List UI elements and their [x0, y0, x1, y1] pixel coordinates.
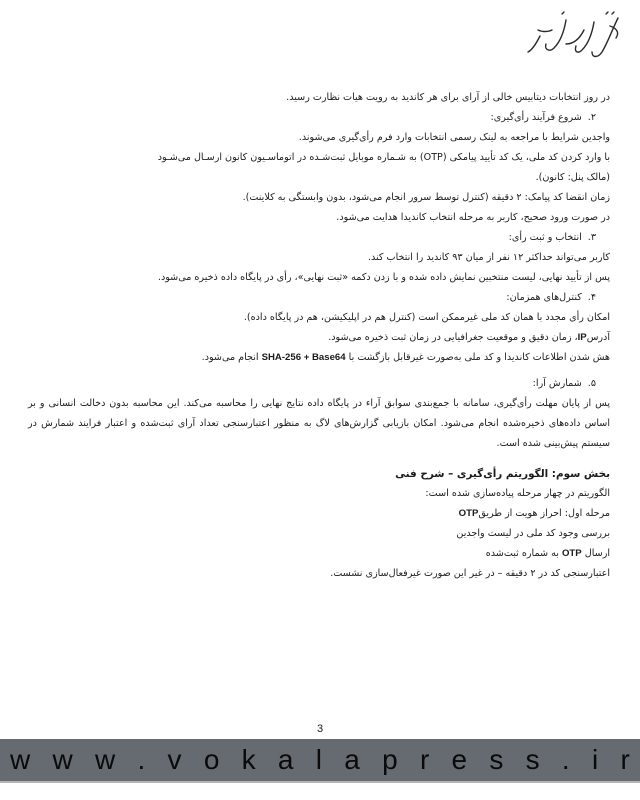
- paragraph-line: امکان رأی مجدد با همان کد ملی غیرممکن است (کنترل هم در اپلیکیشن، هم در پایگاه داده).: [243, 312, 610, 323]
- footer-divider: [0, 781, 640, 783]
- paragraph-line: پس از تأیید نهایی، لیست منتخبین نمایش داده شده و با زدن دکمه «ثبت نهایی»، رأی در پایگاه داده ذخیره می‌شود.: [157, 272, 610, 283]
- footer-url-char: .: [137, 744, 146, 775]
- footer-url-char: e: [451, 744, 468, 775]
- paragraph-line: هش شدن اطلاعات کاندیدا و کد ملی به‌صورت غیرقابل بازگشت با SHA-256 + Base64 انجام می‌شود.: [201, 352, 610, 363]
- paragraph-line: کاربر می‌تواند حداکثر ۱۲ نفر از میان ۹۳ کاندید را انتخاب کند.: [367, 252, 610, 263]
- footer-url-char: a: [344, 744, 360, 775]
- page-number: 3: [316, 723, 324, 735]
- paragraph-line: در صورت ورود صحیح، کاربر به مرحله انتخاب کاندیدا هدایت می‌شود.: [336, 212, 610, 223]
- numbered-heading: ۳.انتخاب و ثبت رأی:: [508, 232, 596, 243]
- footer-url-char: p: [382, 744, 398, 775]
- paragraph-line: (مالک پنل: کانون).: [535, 172, 610, 183]
- paragraph-line: ارسال OTP به شماره ثبت‌شده: [485, 548, 610, 559]
- footer-url-char: i: [591, 744, 599, 775]
- numbered-heading: ۲.شروع فرآیند رأی‌گیری:: [490, 112, 596, 123]
- footer-url: [0, 742, 640, 778]
- footer-url-char: s: [489, 744, 504, 775]
- paragraph-line: مرحله اول: احراز هویت از طریقOTP: [458, 508, 610, 519]
- section-heading: بخش سوم: الگوریتم رأی‌گیری – شرح فنی: [395, 468, 610, 480]
- vokalapress-logo: [522, 8, 630, 66]
- paragraph-line: اعتبارسنجی کد در ۲ دقیقه – در غیر این صورت غیرفعال‌سازی نشست.: [330, 568, 610, 579]
- footer-url-char: o: [203, 744, 220, 775]
- footer-url-char: w: [52, 744, 73, 775]
- paragraph-line: الگوریتم در چهار مرحله پیاده‌سازی شده است:: [425, 488, 610, 499]
- footer-url-char: l: [315, 744, 322, 775]
- footer-url-char: w: [95, 744, 116, 775]
- paragraph-block: پس از پایان مهلت رأی‌گیری، سامانه با جمع‌بندی سوابق آراء در پایگاه داده نتایج نهایی را محاسبه می‌کند. این محاسبه بدون دخالت انسانی و بر اساس داده‌های ذخیره‌شده انجام می‌شود. امکان بازیابی گزارش‌های لاگ به منظور اعتبارسنجی تعداد آرای ثبت‌شده و اعتبار فرایند شمارش در سیستم پیش‌بینی شده است.: [28, 398, 610, 449]
- paragraph-line: واجدین شرایط با مراجعه به لینک رسمی انتخابات وارد فرم رأی‌گیری می‌شوند.: [298, 132, 610, 143]
- document-body: [28, 88, 610, 584]
- paragraph-line: بررسی وجود کد ملی در لیست واجدین: [456, 528, 610, 539]
- footer-url-char: r: [620, 744, 630, 775]
- footer-url-char: .: [561, 744, 570, 775]
- paragraph-line: با وارد کردن کد ملی، یک کد تأیید پیامکی (OTP) به شـماره موبایل ثبت‌شـده در اتوماسـیون کانون ارسـال می‌شـود: [157, 152, 610, 163]
- footer-url-char: r: [419, 744, 430, 775]
- numbered-heading: ۵.شمارش آرا:: [532, 378, 596, 389]
- paragraph-line: زمان انقضا کد پیامک: ۲ دقیقه (کنترل توسط سرور انجام می‌شود، بدون وابستگی به کلاینت).: [242, 192, 610, 203]
- footer-url-char: w: [10, 744, 31, 775]
- footer-url-char: v: [167, 744, 182, 775]
- footer-url-char: a: [277, 744, 294, 775]
- paragraph-line: آدرسIP، زمان دقیق و موقعیت جغرافیایی در زمان ثبت ذخیره می‌شود.: [328, 332, 610, 343]
- footer-url-char: k: [241, 744, 256, 775]
- paragraph-line: در روز انتخابات دیتابیس خالی از آرای برای هر کاندید به رویت هیات نظارت رسید.: [286, 92, 610, 103]
- footer-url-char: s: [525, 744, 540, 775]
- numbered-heading: ۴.کنترل‌های همزمان:: [506, 292, 596, 303]
